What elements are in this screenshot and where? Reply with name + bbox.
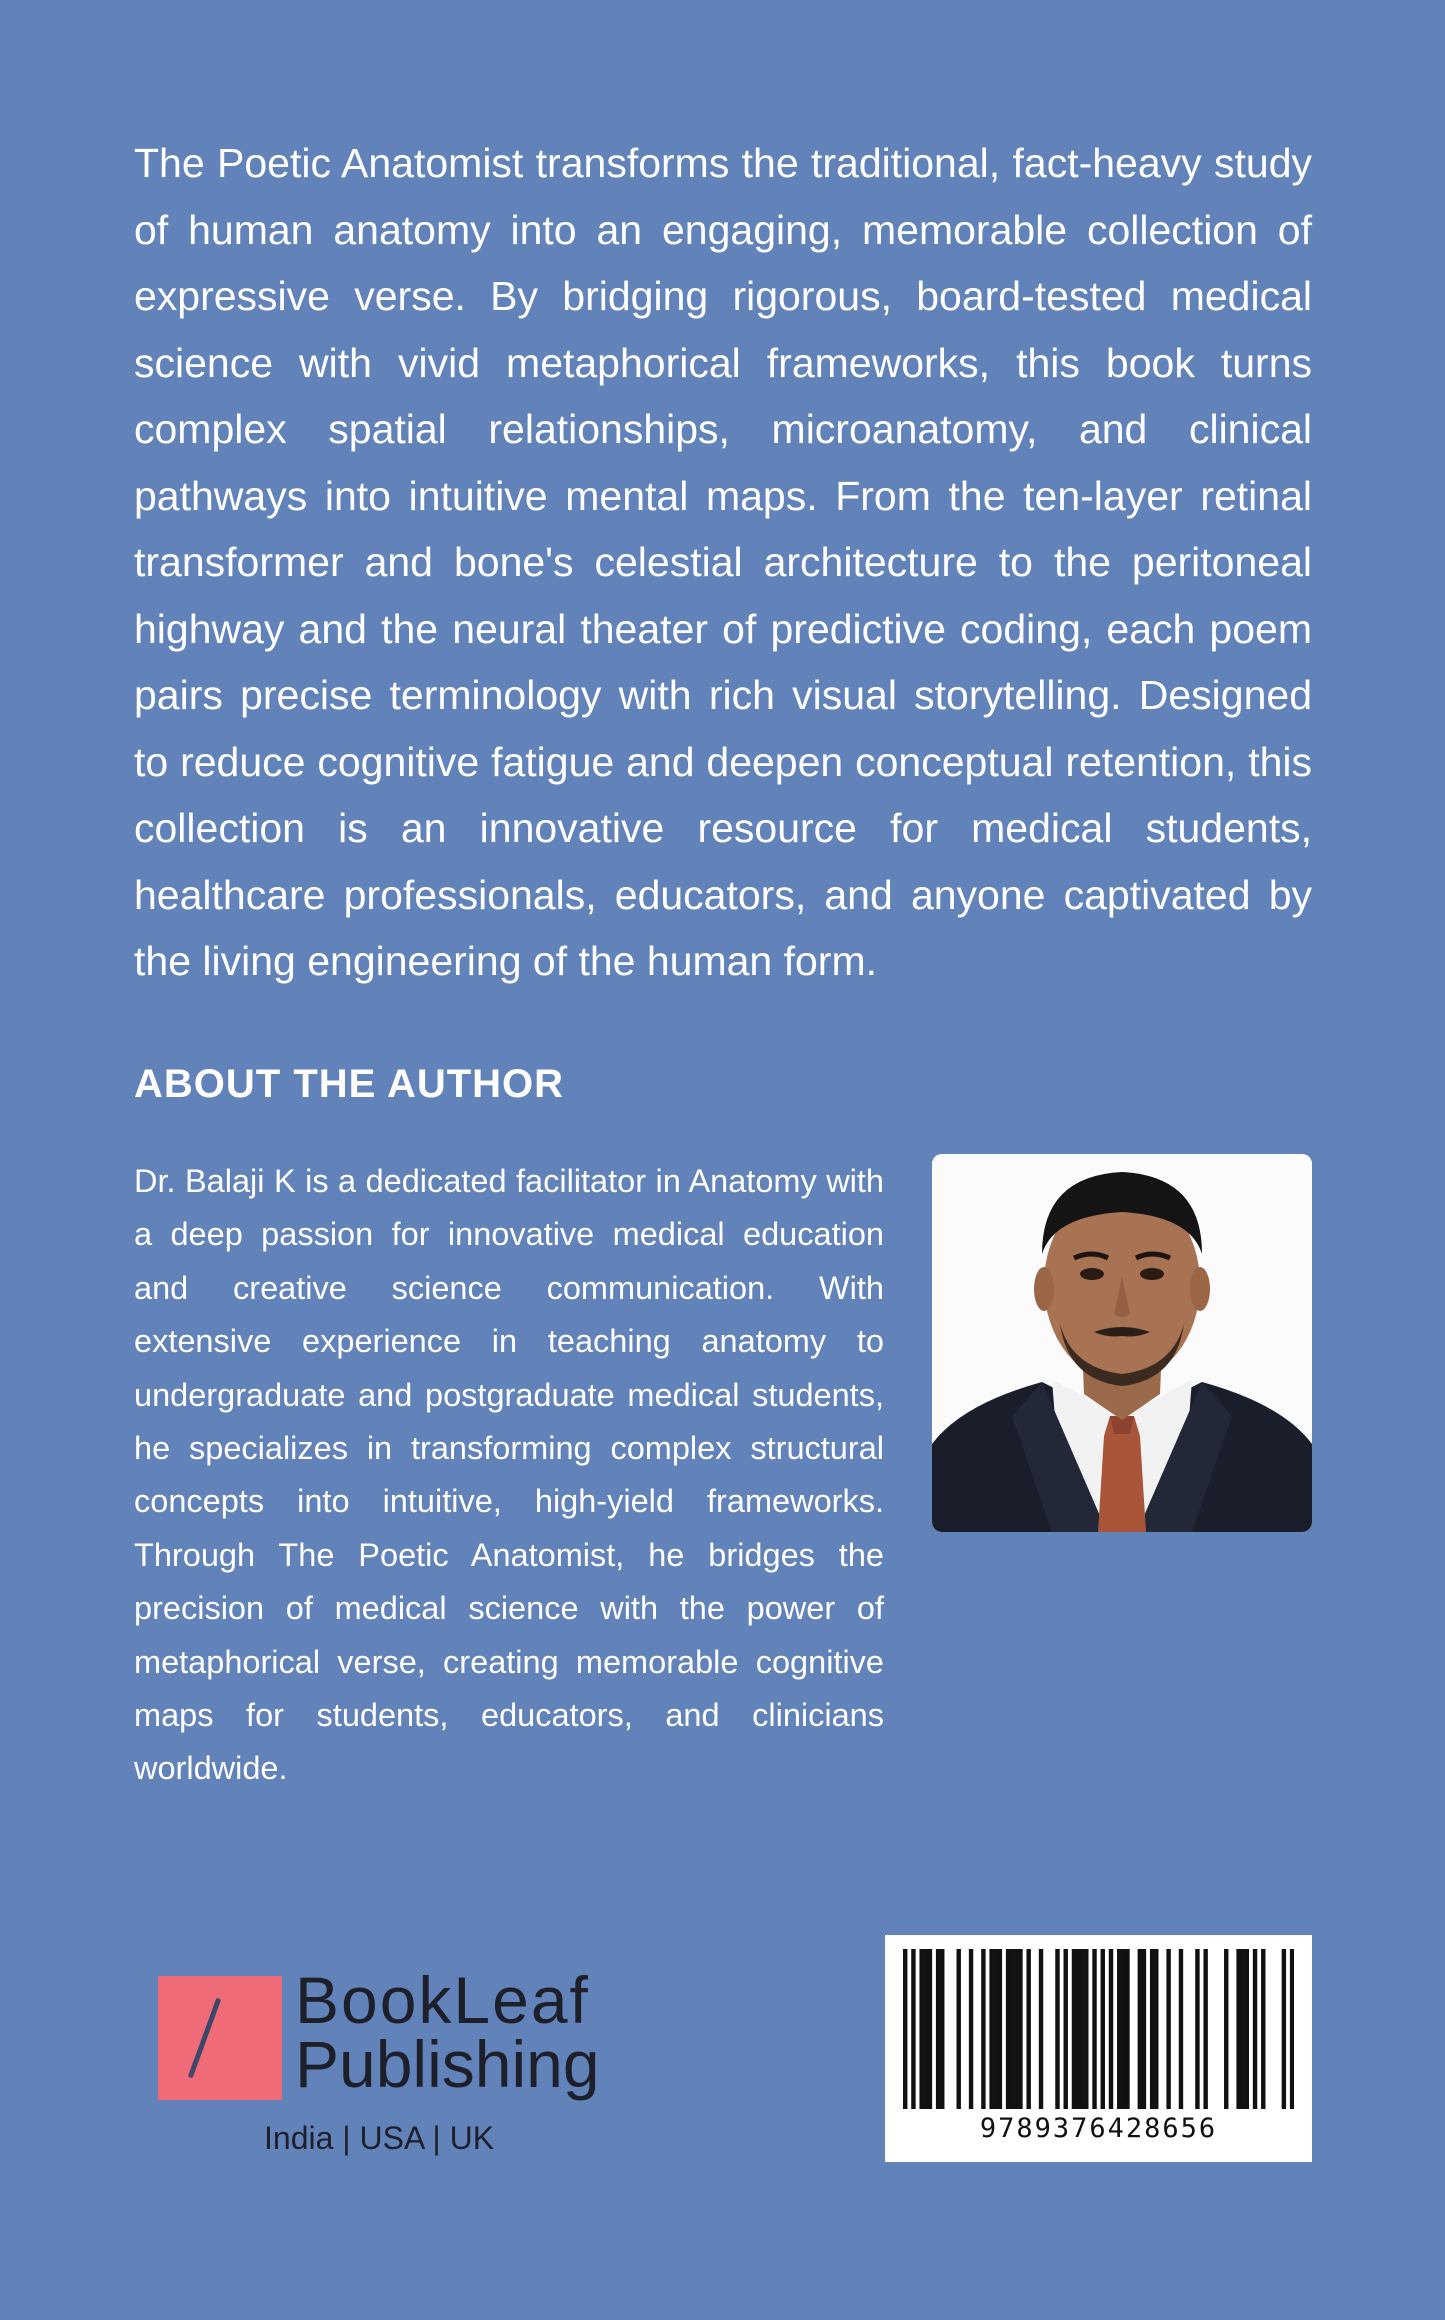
barcode-bar — [1039, 1949, 1043, 2109]
barcode-bar — [1154, 1949, 1158, 2109]
book-description: The Poetic Anatomist transforms the traditional, fact-heavy study of human anatomy into an engaging, memorable collection of expressive verse. By bridging rigorous, board-tested medical science with vivid metaphorical frameworks, this book turns complex spatial relationships, microanatomy, and clinical pathways into intuitive mental maps. From the ten-layer retinal transformer and bone's celestial architecture to the peritoneal highway and the neural theater of predictive coding, each poem pairs precise terminology with rich visual storytelling. Designed to reduce cognitive fatigue and deepen conceptual retention, this collection is an innovative resource for medical students, healthcare professionals, educators, and anyone captivated by the living engineering of the human form. — [134, 140, 1312, 984]
barcode-bar — [1006, 1949, 1010, 2109]
barcode-bar — [1080, 1949, 1084, 2109]
publisher-regions: India | USA | UK — [264, 2120, 495, 2156]
publisher-name-line2: Publishing — [295, 2027, 600, 2101]
barcode-bar — [928, 1949, 932, 2109]
barcode-bar — [1010, 1949, 1014, 2109]
barcode-bar — [1166, 1949, 1170, 2109]
barcode-bars — [903, 1949, 1294, 2109]
barcode-bar — [1014, 1949, 1018, 2109]
barcode-bar — [1290, 1949, 1294, 2109]
author-bio: Dr. Balaji K is a dedicated facilitator in Anatomy with a deep passion for innovative medical education and creative science communication. With extensive experience in teaching anatomy to undergraduate and postgraduate medical students, he specializes in transforming complex structural concepts into intuitive, high-yield frameworks. Through The Poetic Anatomist, he bridges the precision of medical science with the power of metaphorical verse, creating memorable cognitive maps for students, educators, and clinicians worldwide. — [134, 1163, 884, 1787]
barcode-bar — [1026, 1949, 1030, 2109]
isbn-barcode — [885, 1935, 1312, 2162]
barcode-bar — [1121, 1949, 1125, 2109]
barcode-bar — [1261, 1949, 1265, 2109]
publisher-logo — [158, 1963, 618, 2170]
barcode-bar — [1138, 1949, 1142, 2109]
barcode-bar — [969, 1949, 973, 2109]
barcode-bar — [1236, 1949, 1240, 2109]
barcode-bar — [1109, 1949, 1113, 2109]
barcode-bar — [936, 1949, 940, 2109]
barcode-bar — [1101, 1949, 1105, 2109]
barcode-bar — [1084, 1949, 1088, 2109]
barcode-bar — [1203, 1949, 1207, 2109]
barcode-bar — [989, 1949, 993, 2109]
barcode-bar — [1117, 1949, 1121, 2109]
about-author-heading: ABOUT THE AUTHOR — [134, 1062, 565, 1106]
barcode-bar — [994, 1949, 998, 2109]
publisher-name-line1: BookLeaf — [295, 1963, 590, 2037]
barcode-bar — [957, 1949, 961, 2109]
barcode-bar — [1282, 1949, 1286, 2109]
barcode-bar — [1240, 1949, 1244, 2109]
barcode-bar — [1125, 1949, 1129, 2109]
barcode-bar — [1245, 1949, 1249, 2109]
barcode-bar — [998, 1949, 1002, 2109]
barcode-bar — [1142, 1949, 1146, 2109]
barcode-bar — [1018, 1949, 1022, 2109]
barcode-bar — [924, 1949, 928, 2109]
barcode-bar — [1179, 1949, 1183, 2109]
barcode-bar — [919, 1949, 923, 2109]
barcode-bar — [1253, 1949, 1257, 2109]
isbn-number: 9789376428656 — [979, 2113, 1218, 2144]
barcode-bar — [1072, 1949, 1076, 2109]
barcode-bar — [940, 1949, 944, 2109]
author-photo — [932, 1154, 1312, 1532]
barcode-bar — [1076, 1949, 1080, 2109]
barcode-bar — [1055, 1949, 1059, 2109]
author-portrait — [932, 1154, 1312, 1532]
barcode-bar — [1064, 1949, 1068, 2109]
barcode-bar — [1195, 1949, 1199, 2109]
barcode-bar — [1092, 1949, 1096, 2109]
leaf-logo-icon — [158, 1976, 282, 2100]
barcode-bar — [903, 1949, 907, 2109]
barcode-bar — [1150, 1949, 1154, 2109]
barcode-bar — [981, 1949, 985, 2109]
barcode-bar — [911, 1949, 915, 2109]
barcode-bar — [1224, 1949, 1228, 2109]
